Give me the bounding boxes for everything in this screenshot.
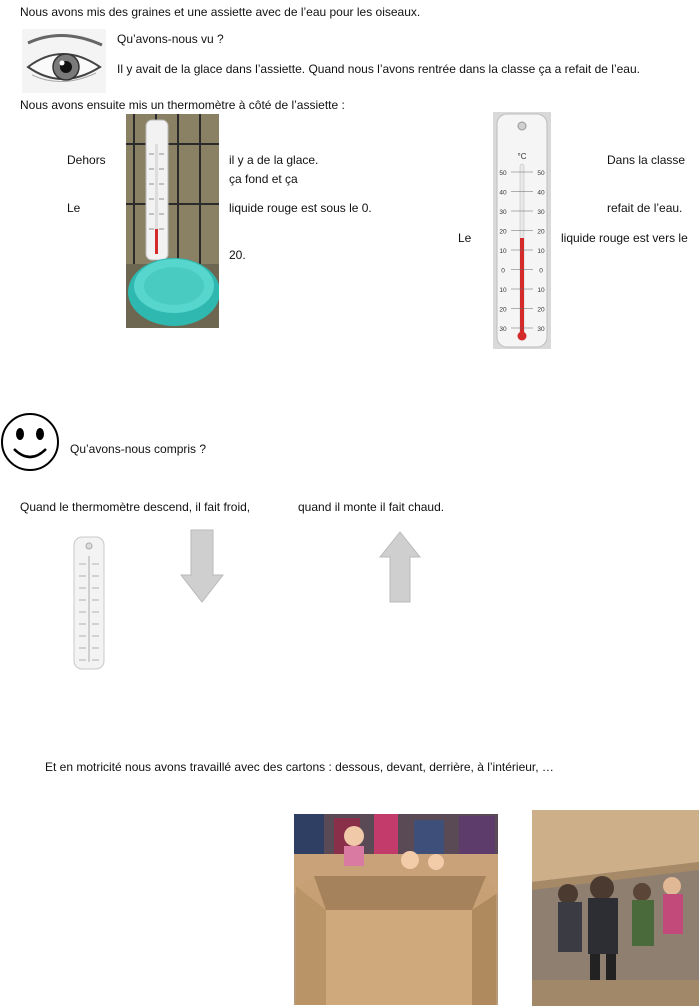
thermo-tick-label: 30 <box>537 209 545 216</box>
thermo-tick-label: 50 <box>499 170 507 177</box>
intro-text: Nous avons mis des graines et une assiette avec de l’eau pour les oiseaux. <box>20 5 421 19</box>
understood-question: Qu’avons-nous compris ? <box>70 442 207 456</box>
thermo-unit: °C <box>517 152 527 161</box>
inside-refait-text: refait de l’eau. <box>607 201 683 215</box>
thermo-tick-label: 10 <box>537 287 545 294</box>
thermo-tick-label: 30 <box>537 326 545 333</box>
thermo-tick-label: 40 <box>537 189 545 197</box>
arrow-up-icon <box>379 531 421 603</box>
small-thermometer-image <box>73 536 105 670</box>
thermo-tick-label: 10 <box>537 248 545 255</box>
outside-liquid-text: liquide rouge est sous le 0. <box>229 201 372 215</box>
thermo-tick-label: 0 <box>501 267 505 275</box>
thermo-tick-label: 10 <box>499 287 507 294</box>
thermo-tick-label: 20 <box>537 228 545 236</box>
arrow-down-icon <box>180 529 224 603</box>
thermo-tick-label: 0 <box>539 267 543 275</box>
smiley-icon <box>0 411 60 473</box>
inside-liquid-text: liquide rouge est vers le <box>561 231 688 245</box>
inside-twenty: 20. <box>229 248 246 262</box>
thermo-tick-label: 30 <box>499 326 507 333</box>
thermo-tick-label: 50 <box>537 170 545 177</box>
motricity-text: Et en motricité nous avons travaillé avec des cartons : dessous, devant, derrière, à l’intérieur, … <box>45 760 554 774</box>
thermo-intro: Nous avons ensuite mis un thermomètre à côté de l’assiette : <box>20 98 345 112</box>
thermo-tick-label: 20 <box>537 306 545 314</box>
outside-melt-text: ça fond et ça <box>229 172 298 186</box>
thermo-tick-label: 30 <box>499 209 507 216</box>
outside-le: Le <box>67 201 81 215</box>
seen-question: Qu’avons-nous vu ? <box>117 32 224 46</box>
understood-hot: quand il monte il fait chaud. <box>298 500 445 514</box>
children-under-cardboard-photo <box>532 810 699 1006</box>
inside-label: Dans la classe <box>607 153 686 167</box>
outside-label: Dehors <box>67 153 106 167</box>
seen-answer: Il y avait de la glace dans l’assiette. Quand nous l’avons rentrée dans la classe ça a refait de l’eau. <box>117 62 640 76</box>
understood-cold: Quand le thermomètre descend, il fait froid, <box>20 500 251 514</box>
inside-le: Le <box>458 231 472 245</box>
thermo-tick-label: 40 <box>499 189 507 197</box>
thermo-tick-label: 10 <box>499 248 507 255</box>
eye-icon <box>22 29 106 93</box>
outside-ice-text: il y a de la glace. <box>229 153 319 167</box>
inside-thermometer-image <box>493 112 551 349</box>
cardboard-box-photo <box>294 814 498 1005</box>
outside-thermometer-photo <box>126 114 219 328</box>
thermo-tick-label: 20 <box>499 228 507 236</box>
thermo-tick-label: 20 <box>499 306 507 314</box>
